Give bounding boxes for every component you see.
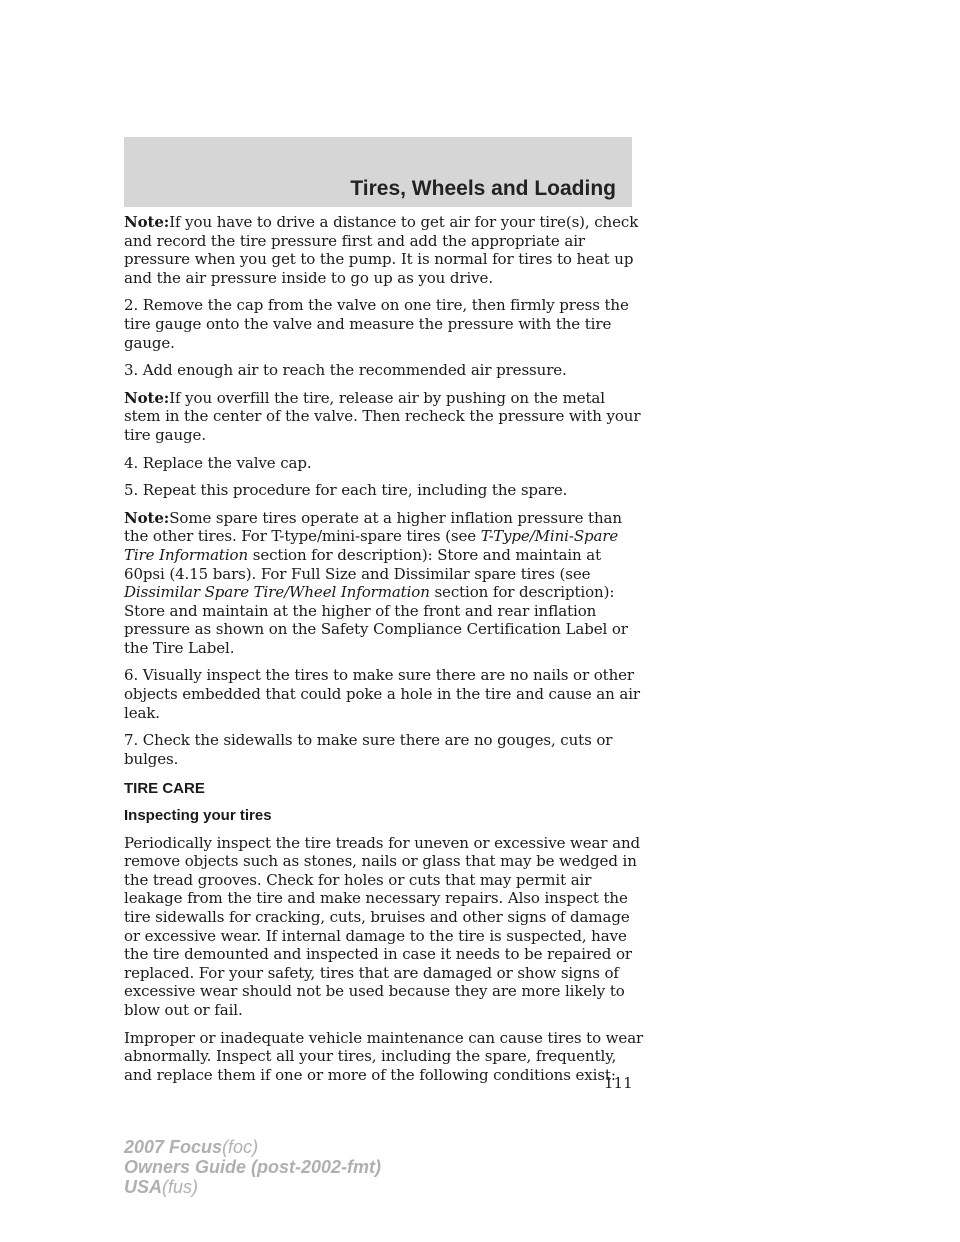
step-7: 7. Check the sidewalls to make sure there are no gouges, cuts or bulges. — [124, 731, 613, 768]
footer-line — [124, 1137, 381, 1157]
document-footer — [124, 1137, 381, 1197]
subsection-heading: Inspecting your tires — [124, 807, 272, 825]
note-label: Note: — [124, 213, 170, 231]
footer-model: 2007 Focus — [124, 1137, 223, 1157]
step-4: 4. Replace the valve cap. — [124, 453, 312, 472]
cross-reference: T-Type/Mini-Spare Tire Information — [124, 527, 619, 564]
cross-reference: Dissimilar Spare Tire/Wheel Information — [124, 583, 430, 602]
section-header-band — [124, 137, 632, 207]
footer-guide: Owners Guide (post-2002-fmt) — [124, 1157, 382, 1177]
footer-market: USA — [124, 1177, 163, 1197]
note-label: Note: — [124, 508, 170, 527]
note-label: Note: — [124, 388, 170, 407]
note-text: Some spare tires operate at a higher inflation pressure than the other tires. For T-type/mini-spare tires (see — [124, 508, 622, 546]
footer-code: (fus) — [162, 1177, 199, 1197]
note-paragraph — [124, 389, 646, 445]
step-5: 5. Repeat this procedure for each tire, including the spare. — [124, 481, 568, 500]
footer-code: (foc) — [222, 1137, 259, 1157]
page-body — [124, 213, 646, 1093]
note-text: section for description): Store and maintain at 60psi (4.15 bars). For Full Size and Dissimilar spare tires (see — [124, 545, 602, 583]
step-2: 2. Remove the cap from the valve on one tire, then firmly press the tire gauge onto the valve and measure the pressure with the tire gauge. — [124, 296, 629, 352]
footer-line — [124, 1177, 381, 1197]
step-3: 3. Add enough air to reach the recommended air pressure. — [124, 361, 567, 380]
note-text: If you have to drive a distance to get air for your tire(s), check and record the tire pressure first and add the appropriate air pressure when you get to the pump. It is normal for tires to heat up and the air pressure inside to go up as you drive. — [124, 213, 639, 287]
page-number: 111 — [604, 1074, 633, 1092]
note-text: If you overfill the tire, release air by pushing on the metal stem in the center of the valve. Then recheck the pressure with your tire gauge. — [124, 388, 641, 444]
body-paragraph: Improper or inadequate vehicle maintenance can cause tires to wear abnormally. Inspect all your tires, including the spare, frequently, and replace them if one or more of the following conditions exist: — [124, 1028, 644, 1084]
section-title: Tires, Wheels and Loading — [350, 177, 616, 200]
note-text: section for description): Store and maintain at the higher of the front and rear inflation pressure as shown on the Safety Compliance Certification Label or the Tire Label. — [124, 583, 628, 657]
note-paragraph — [124, 509, 646, 658]
body-paragraph: Periodically inspect the tire treads for uneven or excessive wear and remove objects such as stones, nails or glass that may be wedged in the tread grooves. Check for holes or cuts that may permit air leakage from the tire and make necessary repairs. Also inspect the tire sidewalls for cracking, cuts, bruises and other signs of damage or excessive wear. If internal damage to the tire is suspected, have the tire demounted and inspected in case it needs to be repaired or replaced. For your safety, tires that are damaged or show signs of excessive wear should not be used because they are more likely to blow out or fail. — [124, 833, 641, 1019]
note-paragraph — [124, 213, 646, 287]
section-heading: TIRE CARE — [124, 780, 205, 798]
footer-line — [124, 1157, 381, 1177]
step-6: 6. Visually inspect the tires to make sure there are no nails or other objects embedded that could poke a hole in the tire and cause an air leak. — [124, 666, 640, 722]
